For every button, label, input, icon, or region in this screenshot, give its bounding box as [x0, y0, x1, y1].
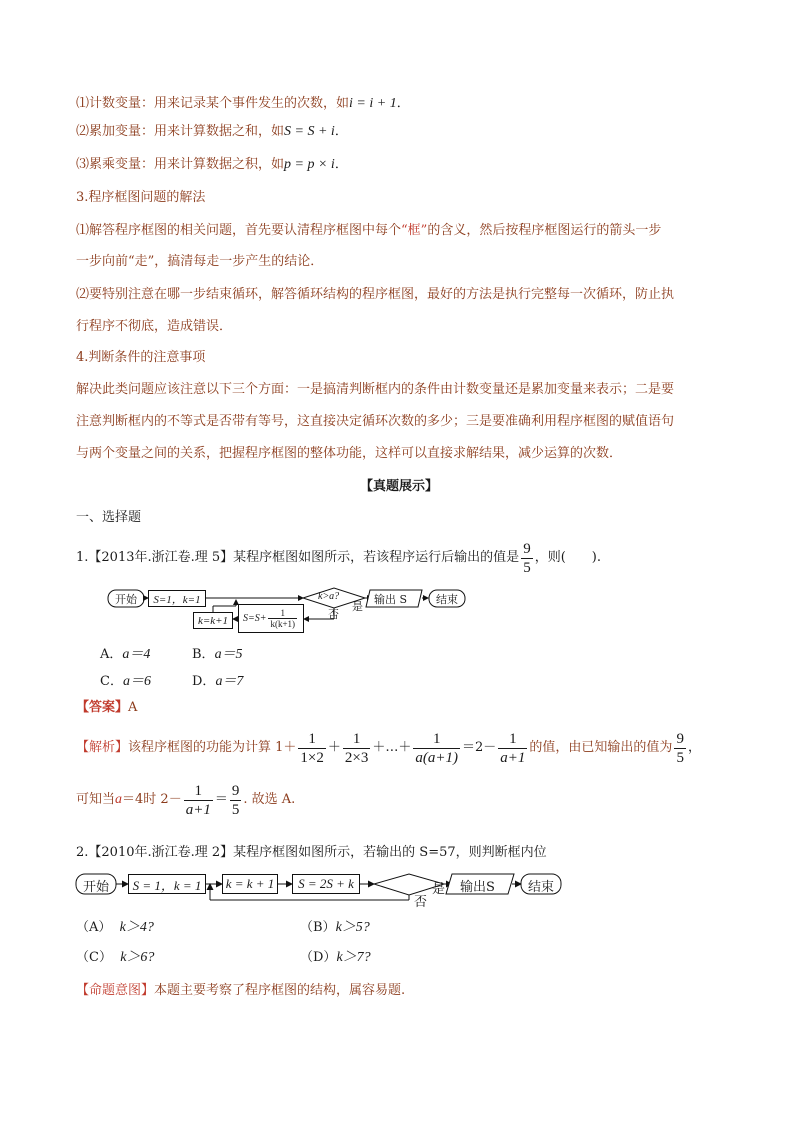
q1-option-d[interactable]: D．a＝7: [192, 674, 244, 689]
q1-condition-label: k>a?: [318, 591, 340, 602]
q1-start-label: 开始: [115, 593, 137, 606]
q2-update-k-box: k = k + 1: [222, 874, 278, 894]
q2-option-c[interactable]: （C） k＞6?: [76, 950, 155, 965]
paragraph-3-line4: 行程序不彻底，造成错误．: [76, 319, 233, 334]
q2-no-label: 否: [414, 895, 428, 910]
q1-yes-label: 是: [352, 600, 363, 613]
q1-analysis-line2: 可知当 a ＝4时 2－ $\frac{1}{a+1}$ ＝ $\frac{9}{5}$ . 故选 A.: [76, 782, 296, 818]
q1-option-c[interactable]: C．a＝6: [100, 674, 151, 689]
q2-option-a[interactable]: （A） k＞4?: [76, 920, 154, 935]
paragraph-4-line3: 与两个变量之间的关系，把握程序框图的整体功能，这样可以直接求解结果，减少运算的次数．: [76, 446, 623, 461]
q2-intent: 【命题意图】本题主要考察了程序框图的结构，属容易题.: [76, 983, 406, 998]
q1-answer: 【答案】A: [76, 700, 138, 715]
q2-init-box: S = 1，k = 1: [128, 874, 206, 894]
q2-update-s-box: S = 2S + k: [292, 874, 360, 894]
question-1-stem: 1. 【2013年.浙江卷.理 5】 某程序框图如图所示，若该程序运行后输出的值是 $\frac{9}{5}$ ，则( ).: [76, 540, 601, 576]
q1-update-k-box: k=k+1: [193, 612, 233, 629]
product-variable-line: ⑶累乘变量：用来计算数据之积，如p = p × i．: [76, 157, 348, 172]
paragraph-4-line1: 解决此类问题应该注意以下三个方面：一是搞清判断框内的条件由计数变量还是累加变量来表示；二是要: [76, 382, 675, 397]
q1-end-label: 结束: [436, 593, 458, 606]
q2-end-label: 结束: [527, 880, 554, 895]
q2-yes-label: 是: [432, 882, 446, 897]
paragraph-4-line2: 注意判断框内的不等式是否带有等号，这直接决定循环次数的多少；三是要准确利用程序框图的赋值语句: [76, 414, 675, 429]
q1-analysis-line1: 【解析】 该程序框图的功能为计算 1＋ $\frac{1}{1\times 2}$ ＋ $\frac{1}{2\times 3}$ ＋…＋ $\frac{1}{a(a+1)}$ ＝2－ $\frac{1}{a+1}$ 的值，由已知输出的值为 $\frac{9}{5}$ ，: [76, 730, 701, 766]
q1-stem-fraction: $\frac{9}{5}$: [523, 540, 531, 576]
heading-4: 4.判断条件的注意事项: [76, 350, 206, 365]
q2-start-label: 开始: [82, 880, 109, 895]
heading-3: 3.程序框图问题的解法: [76, 190, 206, 205]
q2-option-d[interactable]: （D）k＞7?: [300, 950, 371, 965]
q1-option-b[interactable]: B．a＝5: [192, 647, 243, 662]
part-title: 一、选择题: [76, 510, 142, 525]
q1-output-label: 输出 S: [374, 593, 408, 606]
q2-output-label: 输出S: [460, 880, 495, 895]
q1-init-box: S=1，k=1: [148, 590, 206, 607]
question-2-stem: 2.【2010年.浙江卷.理 2】某程序框图如图所示，若输出的 S=57，则判断框内位: [76, 845, 547, 860]
paragraph-3-line3: ⑵要特别注意在哪一步结束循环，解答循环结构的程序框图，最好的方法是执行完整每一次循环，防止执: [76, 287, 675, 302]
q1-option-a[interactable]: A．a＝4: [100, 647, 151, 662]
sum-variable-line: ⑵累加变量：用来计算数据之和，如S = S + i．: [76, 124, 348, 139]
paragraph-3-line2: 一步向前“走”，搞清每走一步产生的结论．: [76, 254, 324, 269]
q1-update-s-box: S=S+ $\frac{1}{k(k+1)}$: [238, 604, 304, 633]
section-title: 【真题展示】: [360, 479, 439, 494]
q1-no-label: 否: [328, 608, 339, 621]
q2-option-b[interactable]: （B）k＞5?: [300, 920, 370, 935]
counter-variable-line: ⑴计数变量：用来记录某个事件发生的次数，如i = i + 1．: [76, 96, 410, 111]
paragraph-3-line1: ⑴解答程序框图的相关问题，首先要认清程序框图中每个“框”的含义，然后按程序框图运行的箭头一步: [76, 223, 662, 238]
